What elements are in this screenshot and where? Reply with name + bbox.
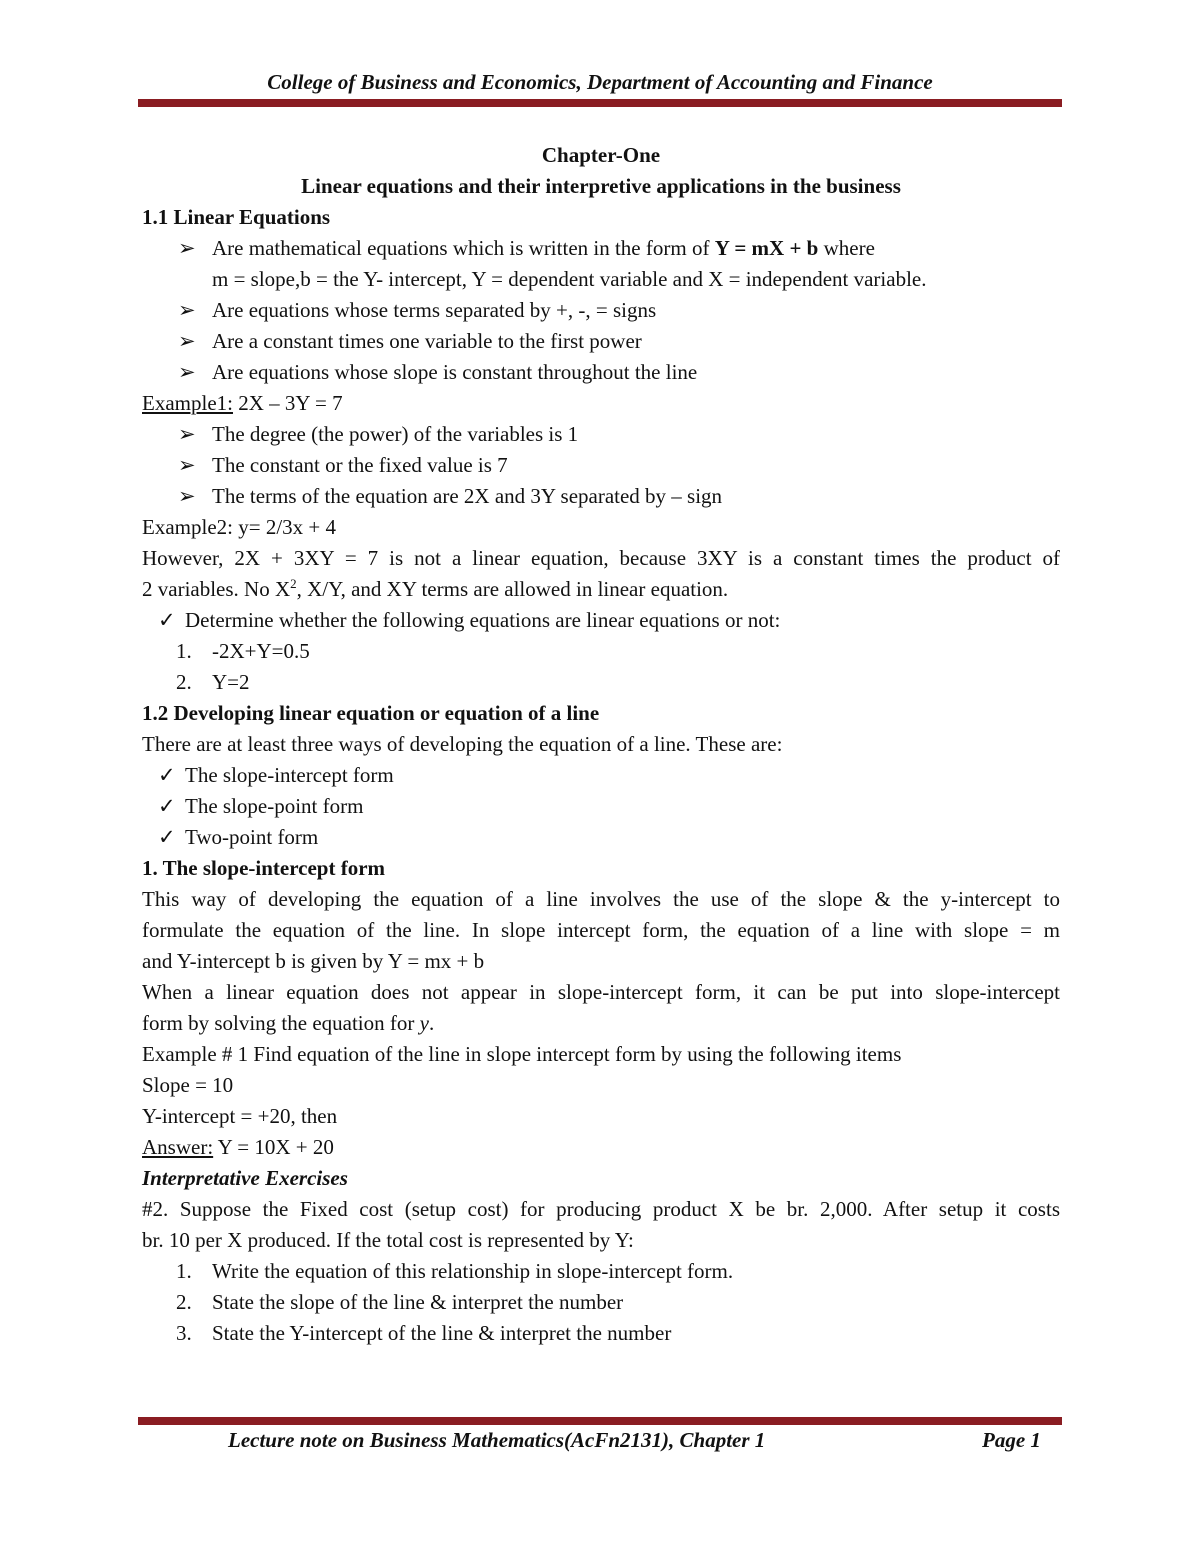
paragraph-line: When a linear equation does not appear in slope-intercept form, it can be put into slope-intercept <box>142 980 1060 1004</box>
header-rule <box>138 99 1062 107</box>
footer-note: Lecture note on Business Mathematics(AcFn2131), Chapter 1 <box>228 1428 766 1452</box>
chapter-subtitle: Linear equations and their interpretive applications in the business <box>301 174 901 198</box>
check-item: ✓ The slope-point form <box>142 791 1060 822</box>
check-bullet-icon: ✓ <box>158 608 176 632</box>
bullet-item: ➢ Are equations whose slope is constant throughout the line <box>142 357 1060 388</box>
paragraph-line: This way of developing the equation of a line involves the use of the slope & the y-intercept to <box>142 887 1060 911</box>
page-body <box>142 140 1060 1349</box>
section-heading-1-1: 1.1 Linear Equations <box>142 205 331 229</box>
paragraph-line: and Y-intercept b is given by Y = mx + b <box>142 949 485 973</box>
page-number: Page 1 <box>982 1428 1041 1452</box>
footer-rule <box>138 1417 1062 1425</box>
paragraph-line: #2. Suppose the Fixed cost (setup cost) for producing product X be br. 2,000. After setup it costs <box>142 1197 1060 1221</box>
superscript: 2 <box>290 576 297 591</box>
arrow-bullet-icon: ➢ <box>178 236 196 260</box>
arrow-bullet-icon: ➢ <box>178 360 196 384</box>
bullet-item: ➢ Are a constant times one variable to the first power <box>142 326 1060 357</box>
arrow-bullet-icon: ➢ <box>178 298 196 322</box>
paragraph-line: However, 2X + 3XY = 7 is not a linear equation, because 3XY is a constant times the product of <box>142 546 1060 570</box>
arrow-bullet-icon: ➢ <box>178 329 196 353</box>
check-bullet-icon: ✓ <box>158 794 176 818</box>
numbered-item: 3. State the Y-intercept of the line & interpret the number <box>176 1321 672 1345</box>
check-item: ✓ Two-point form <box>142 822 1060 853</box>
numbered-item: 2. Y=2 <box>176 670 250 694</box>
paragraph-line: form by solving the equation for y. <box>142 1011 435 1035</box>
paragraph-line: formulate the equation of the line. In slope intercept form, the equation of a line with slope = m <box>142 918 1060 942</box>
check-item: ✓ Determine whether the following equations are linear equations or not: <box>142 605 1060 636</box>
arrow-bullet-icon: ➢ <box>178 453 196 477</box>
numbered-item: 1. Write the equation of this relationship in slope-intercept form. <box>176 1259 734 1283</box>
bullet-item: ➢ Are equations whose terms separated by +, -, = signs <box>142 295 1060 326</box>
check-bullet-icon: ✓ <box>158 763 176 787</box>
bullet-item: ➢ The constant or the fixed value is 7 <box>142 450 1060 481</box>
bullet-continuation: m = slope,b = the Y- intercept, Y = dependent variable and X = independent variable. <box>212 267 927 291</box>
paragraph-line: Example # 1 Find equation of the line in slope intercept form by using the following items <box>142 1042 902 1066</box>
answer-label: Answer: <box>142 1135 214 1159</box>
answer-line: Answer: Y = 10X + 20 <box>142 1135 334 1159</box>
formula: Y = mX + b <box>714 236 819 260</box>
page-header-title: College of Business and Economics, Department of Accounting and Finance <box>267 70 933 94</box>
paragraph-line: Y-intercept = +20, then <box>142 1104 338 1128</box>
bullet-item: ➢ The terms of the equation are 2X and 3Y separated by – sign <box>142 481 1060 512</box>
subsection-heading: 1. The slope-intercept form <box>142 856 386 880</box>
paragraph-line: There are at least three ways of developing the equation of a line. These are: <box>142 732 783 756</box>
paragraph-line: 2 variables. No $X^2$, X/Y, and XY terms are allowed in linear equation. <box>142 576 729 601</box>
example-label: Example1: <box>142 391 233 415</box>
bullet-item: ➢ The degree (the power) of the variables is 1 <box>142 419 1060 450</box>
chapter-title: Chapter-One <box>541 143 661 167</box>
numbered-item: 1. -2X+Y=0.5 <box>176 639 310 663</box>
section-heading-1-2: 1.2 Developing linear equation or equation of a line <box>142 701 600 725</box>
paragraph-line: Slope = 10 <box>142 1073 234 1097</box>
check-bullet-icon: ✓ <box>158 825 176 849</box>
example-1: Example1: 2X – 3Y = 7 <box>142 391 343 415</box>
arrow-bullet-icon: ➢ <box>178 422 196 446</box>
bullet-item: ➢ Are mathematical equations which is written in the form of Y = mX + b where <box>142 233 1060 264</box>
check-item: ✓ The slope-intercept form <box>142 760 1060 791</box>
paragraph-line: br. 10 per X produced. If the total cost is represented by Y: <box>142 1228 634 1252</box>
numbered-item: 2. State the slope of the line & interpret the number <box>176 1290 624 1314</box>
arrow-bullet-icon: ➢ <box>178 484 196 508</box>
example-2: Example2: y= 2/3x + 4 <box>142 515 336 539</box>
exercises-heading: Interpretative Exercises <box>142 1166 348 1190</box>
